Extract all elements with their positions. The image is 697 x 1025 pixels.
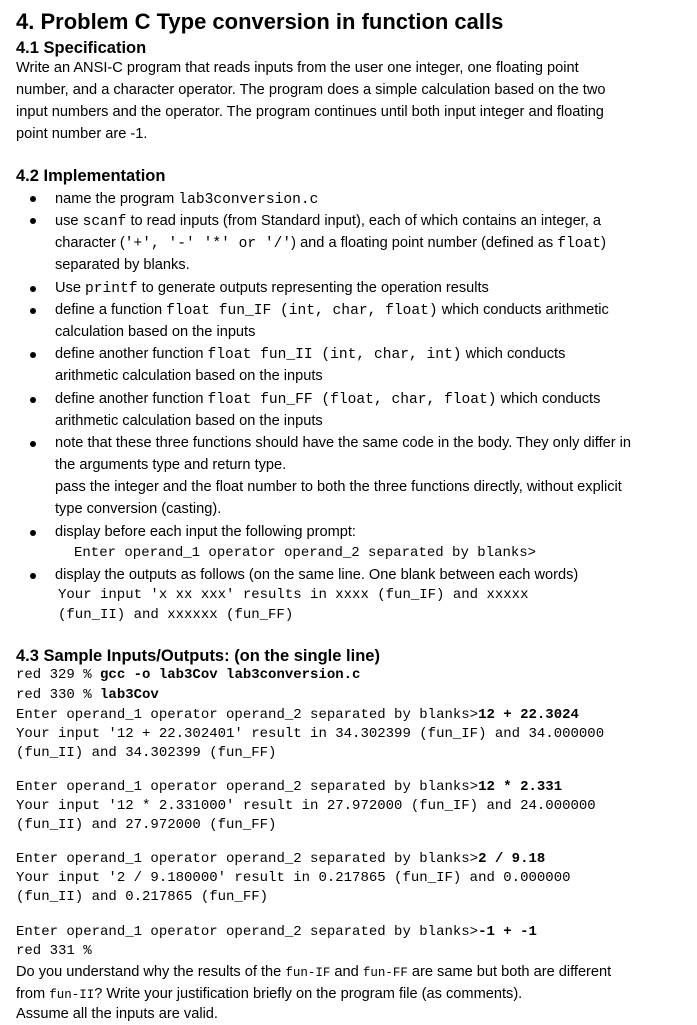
bullet-note-line-3: pass the integer and the float number to both the three functions directly, without explicit xyxy=(55,479,622,495)
bullet-program-name: name the program lab3conversion.c xyxy=(55,191,319,208)
bullet-scanf-line-2: character ('+', '-' '*' or '/') and a floating point number (defined as float) xyxy=(55,235,606,252)
final-prompt: Enter operand_1 operator operand_2 separated by blanks>-1 + -1 xyxy=(16,924,537,940)
question-line-1: Do you understand why the results of the fun-IF and fun-FF are same but both are different xyxy=(16,964,612,980)
run-1-output-1: Your input '12 + 22.302401' result in 34.302399 (fun_IF) and 34.000000 xyxy=(16,726,605,742)
run-2-output-2: (fun_II) and 27.972000 (fun_FF) xyxy=(16,817,277,833)
terminal-command-3: red 331 % xyxy=(16,943,92,959)
bullet-dot xyxy=(30,196,36,202)
bullet-fun-ii-line-2: arithmetic calculation based on the inputs xyxy=(55,368,323,384)
spec-line-3: input numbers and the operator. The program continues until both input integer and floating xyxy=(16,104,604,120)
page-title: 4. Problem C Type conversion in function calls xyxy=(16,9,504,34)
bullet-dot xyxy=(30,441,36,447)
run-1-output-2: (fun_II) and 34.302399 (fun_FF) xyxy=(16,745,277,761)
bullet-dot xyxy=(30,530,36,536)
spec-line-4: point number are -1. xyxy=(16,126,148,142)
run-3-output-2: (fun_II) and 0.217865 (fun_FF) xyxy=(16,889,269,905)
bullet-fun-ii-line-1: define another function float fun_II (int, char, int) which conducts xyxy=(55,346,566,363)
question-line-2: from fun-II? Write your justification briefly on the program file (as comments). xyxy=(16,986,523,1002)
bullet-fun-if-line-2: calculation based on the inputs xyxy=(55,324,256,340)
terminal-command-2: red 330 % lab3Cov xyxy=(16,687,159,703)
bullet-prompt-code: Enter operand_1 operator operand_2 separated by blanks> xyxy=(74,545,537,561)
bullet-dot xyxy=(30,218,36,224)
run-3-prompt: Enter operand_1 operator operand_2 separated by blanks>2 / 9.18 xyxy=(16,851,546,867)
bullet-dot xyxy=(30,286,36,292)
bullet-scanf-line-3: separated by blanks. xyxy=(55,257,190,273)
bullet-dot xyxy=(30,573,36,579)
bullet-dot xyxy=(30,308,36,314)
run-2-output-1: Your input '12 * 2.331000' result in 27.972000 (fun_IF) and 24.000000 xyxy=(16,798,596,814)
terminal-command-1: red 329 % gcc -o lab3Cov lab3conversion.c xyxy=(16,667,361,683)
bullet-output-line-1: display the outputs as follows (on the same line. One blank between each words) xyxy=(55,567,579,583)
bullet-prompt-line-1: display before each input the following prompt: xyxy=(55,524,356,540)
bullet-fun-ff-line-1: define another function float fun_FF (float, char, float) which conducts xyxy=(55,391,601,408)
bullet-note-line-4: type conversion (casting). xyxy=(55,501,222,517)
bullet-dot xyxy=(30,352,36,358)
impl-heading: 4.2 Implementation xyxy=(16,167,166,185)
spec-line-1: Write an ANSI-C program that reads inputs from the user one integer, one floating point xyxy=(16,60,579,76)
spec-heading: 4.1 Specification xyxy=(16,39,147,57)
bullet-printf: Use printf to generate outputs representing the operation results xyxy=(55,280,489,297)
sample-heading: 4.3 Sample Inputs/Outputs: (on the single line) xyxy=(16,647,380,665)
bullet-note-line-2: the arguments type and return type. xyxy=(55,457,287,473)
bullet-fun-ff-line-2: arithmetic calculation based on the inputs xyxy=(55,413,323,429)
bullet-note-line-1: note that these three functions should have the same code in the body. They only differ in xyxy=(55,435,632,451)
question-line-3: Assume all the inputs are valid. xyxy=(16,1006,218,1022)
run-2-prompt: Enter operand_1 operator operand_2 separated by blanks>12 * 2.331 xyxy=(16,779,563,795)
run-3-output-1: Your input '2 / 9.180000' result in 0.217865 (fun_IF) and 0.000000 xyxy=(16,870,571,886)
bullet-dot xyxy=(30,397,36,403)
run-1-prompt: Enter operand_1 operator operand_2 separated by blanks>12 + 22.3024 xyxy=(16,707,579,723)
bullet-output-code-1: Your input 'x xx xxx' results in xxxx (fun_IF) and xxxxx xyxy=(58,587,529,603)
bullet-scanf-line-1: use scanf to read inputs (from Standard input), each of which contains an integer, a xyxy=(55,213,601,230)
spec-line-2: number, and a character operator. The program does a simple calculation based on the two xyxy=(16,82,606,98)
bullet-output-code-2: (fun_II) and xxxxxx (fun_FF) xyxy=(58,607,294,623)
bullet-fun-if-line-1: define a function float fun_IF (int, char, float) which conducts arithmetic xyxy=(55,302,609,319)
